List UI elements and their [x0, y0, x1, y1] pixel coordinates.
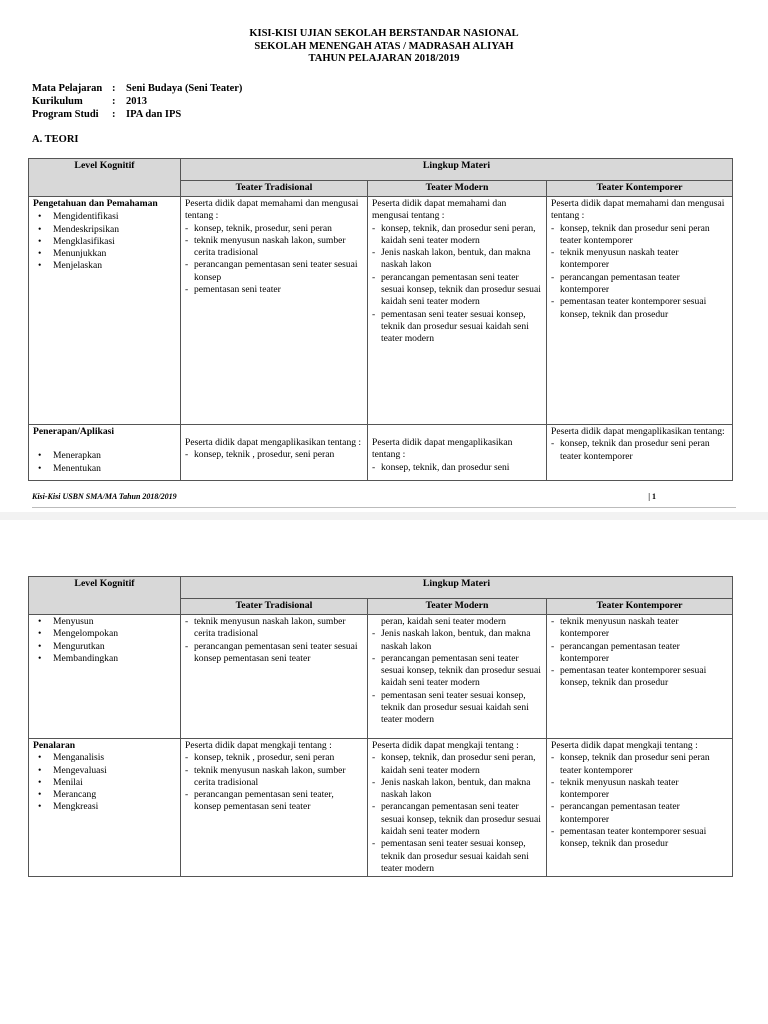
list-item: - Jenis naskah lakon, bentuk, dan makna naskah lakon	[372, 777, 542, 802]
cell-intro: Peserta didik dapat mengaplikasikan tentang:	[551, 426, 725, 437]
level-cell	[29, 197, 181, 425]
cell-list	[185, 223, 363, 297]
list-item: - perancangan pementasan teater kontemporer	[551, 272, 728, 297]
kontemporer-cell	[547, 615, 733, 739]
section-heading: A. TEORI	[32, 134, 79, 145]
level-cell	[29, 739, 181, 877]
list-item: • Merancang	[33, 789, 176, 801]
cell-list	[372, 462, 542, 474]
document-header	[0, 28, 768, 66]
cell-list	[372, 628, 542, 726]
level-bullet-list	[33, 211, 176, 272]
list-item: - konsep, teknik dan prosedur seni peran teater kontemporer	[551, 223, 728, 248]
modern-cell	[368, 197, 547, 425]
level-title: Penalaran	[33, 740, 76, 751]
modern-cell	[368, 739, 547, 877]
level-title: Pengetahuan dan Pemahaman	[33, 198, 158, 209]
list-item: - perancangan pementasan seni teater sesuai konsep pementasan seni teater	[185, 641, 363, 666]
cell-list	[551, 752, 728, 850]
list-item: • Menyusun	[33, 616, 176, 628]
meta-label: Program Studi	[32, 109, 99, 120]
document-meta	[32, 82, 242, 121]
cell-list	[372, 223, 542, 346]
list-item: - Jenis naskah lakon, bentuk, dan makna naskah lakon	[372, 628, 542, 653]
level-bullet-list	[33, 450, 176, 475]
modern-cell	[368, 425, 547, 481]
cell-intro: Peserta didik dapat mengkaji tentang :	[551, 740, 698, 751]
list-item: - pementasan teater kontemporer sesuai konsep, teknik dan prosedur	[551, 665, 728, 690]
kontemporer-cell	[547, 425, 733, 481]
list-item: - Jenis naskah lakon, bentuk, dan makna naskah lakon	[372, 247, 542, 272]
page-footer	[32, 492, 736, 508]
kontemporer-cell	[547, 197, 733, 425]
list-item: - teknik menyusun naskah lakon, sumber cerita tradisional	[185, 235, 363, 260]
teater-tradisional-header: Teater Tradisional	[181, 599, 368, 615]
teater-modern-header: Teater Modern	[368, 181, 547, 197]
list-item: • Mendeskripsikan	[33, 224, 176, 236]
list-item: - teknik menyusun naskah teater kontemporer	[551, 777, 728, 802]
lingkup-materi-header: Lingkup Materi	[181, 577, 733, 599]
cell-intro: Peserta didik dapat mengaplikasikan tentang :	[185, 437, 362, 448]
list-item: - konsep, teknik, dan prosedur seni peran, kaidah seni teater modern	[372, 223, 542, 248]
list-item: • Membandingkan	[33, 653, 176, 665]
meta-label: Kurikulum	[32, 96, 83, 107]
list-item: - teknik menyusun naskah lakon, sumber cerita tradisional	[185, 616, 363, 641]
list-item: • Mengevaluasi	[33, 765, 176, 777]
teater-kontemporer-header: Teater Kontemporer	[547, 181, 733, 197]
document-page-2	[0, 520, 768, 1024]
level-kognitif-header: Level Kognitif	[29, 159, 181, 197]
cell-continuation: peran, kaidah seni teater modern	[381, 616, 506, 627]
list-item: - perancangan pementasan seni teater sesuai konsep	[185, 259, 363, 284]
cell-intro: Peserta didik dapat mengkaji tentang :	[185, 740, 332, 751]
cell-list	[372, 752, 542, 875]
list-item: - perancangan pementasan teater kontemporer	[551, 801, 728, 826]
level-cell	[29, 425, 181, 481]
table-header-row	[29, 577, 733, 599]
list-item: • Mengelompokan	[33, 628, 176, 640]
cell-list	[185, 616, 363, 665]
list-item: • Menjelaskan	[33, 260, 176, 272]
list-item: - pementasan teater kontemporer sesuai konsep, teknik dan prosedur	[551, 296, 728, 321]
list-item: - konsep, teknik, dan prosedur seni peran, kaidah seni teater modern	[372, 752, 542, 777]
list-item: - perancangan pementasan seni teater sesuai konsep, teknik dan prosedur sesuai kaidah seni teater modern	[372, 653, 542, 690]
list-item: • Menentukan	[33, 463, 176, 475]
meta-separator: :	[112, 109, 116, 120]
list-item: • Mengidentifikasi	[33, 211, 176, 223]
cell-list	[551, 438, 728, 463]
cell-intro: Peserta didik dapat mengaplikasikan tentang :	[372, 437, 513, 461]
meta-value: Seni Budaya (Seni Teater)	[126, 83, 243, 94]
list-item: - pementasan seni teater sesuai konsep, teknik dan prosedur sesuai kaidah seni teater modern	[372, 838, 542, 875]
level-bullet-list	[33, 616, 176, 665]
cell-intro: Peserta didik dapat mengkaji tentang :	[372, 740, 519, 751]
tradisional-cell	[181, 425, 368, 481]
list-item: • Mengurutkan	[33, 641, 176, 653]
cell-list	[185, 449, 363, 461]
meta-separator: :	[112, 96, 116, 107]
header-line-2: SEKOLAH MENENGAH ATAS / MADRASAH ALIYAH	[254, 40, 514, 52]
tradisional-cell	[181, 197, 368, 425]
list-item: - konsep, teknik , prosedur, seni peran	[185, 752, 363, 764]
meta-row	[32, 95, 242, 108]
page-number: | 1	[648, 492, 656, 501]
kontemporer-cell	[547, 739, 733, 877]
list-item: - pementasan teater kontemporer sesuai konsep, teknik dan prosedur	[551, 826, 728, 851]
list-item: - konsep, teknik, dan prosedur seni	[372, 462, 542, 474]
list-item: - konsep, teknik, prosedur, seni peran	[185, 223, 363, 235]
list-item: - konsep, teknik dan prosedur seni peran teater kontemporer	[551, 752, 728, 777]
table-row	[29, 739, 733, 877]
meta-value: 2013	[126, 96, 147, 107]
teater-tradisional-header: Teater Tradisional	[181, 181, 368, 197]
list-item: - teknik menyusun naskah teater kontemporer	[551, 616, 728, 641]
header-line-1: KISI-KISI UJIAN SEKOLAH BERSTANDAR NASIONAL	[249, 28, 519, 39]
kisi-kisi-table-page-1	[28, 158, 733, 481]
list-item: - perancangan pementasan seni teater, konsep pementasan seni teater	[185, 789, 363, 814]
tradisional-cell	[181, 739, 368, 877]
cell-intro: Peserta didik dapat memahami dan mengusai tentang :	[551, 198, 725, 222]
meta-separator: :	[112, 83, 116, 94]
header-line-3: TAHUN PELAJARAN 2018/2019	[308, 53, 460, 64]
cell-list	[551, 223, 728, 321]
lingkup-materi-header: Lingkup Materi	[181, 159, 733, 181]
table-row	[29, 425, 733, 481]
modern-cell	[368, 615, 547, 739]
list-item: - perancangan pementasan seni teater sesuai konsep, teknik dan prosedur sesuai kaidah seni teater modern	[372, 801, 542, 838]
level-cell	[29, 615, 181, 739]
list-item: - pementasan seni teater sesuai konsep, teknik dan prosedur sesuai kaidah seni teater modern	[372, 309, 542, 346]
list-item: - perancangan pementasan teater kontemporer	[551, 641, 728, 666]
cell-list	[551, 616, 728, 690]
teater-modern-header: Teater Modern	[368, 599, 547, 615]
meta-row	[32, 108, 242, 121]
list-item: - teknik menyusun naskah lakon, sumber cerita tradisional	[185, 765, 363, 790]
page-separator	[0, 512, 768, 520]
teater-kontemporer-header: Teater Kontemporer	[547, 599, 733, 615]
list-item: • Menganalisis	[33, 752, 176, 764]
meta-label: Mata Pelajaran	[32, 83, 103, 94]
list-item: - perancangan pementasan seni teater sesuai konsep, teknik dan prosedur sesuai kaidah seni teater modern	[372, 272, 542, 309]
list-item: • Menilai	[33, 777, 176, 789]
list-item: - konsep, teknik dan prosedur seni peran teater kontemporer	[551, 438, 728, 463]
list-item: - teknik menyusun naskah teater kontemporer	[551, 247, 728, 272]
list-item: - pementasan seni teater sesuai konsep, teknik dan prosedur sesuai kaidah seni teater modern	[372, 690, 542, 727]
meta-value: IPA dan IPS	[126, 109, 182, 120]
list-item: • Mengklasifikasi	[33, 236, 176, 248]
level-bullet-list	[33, 752, 176, 813]
list-item: - pementasan seni teater	[185, 284, 363, 296]
list-item: • Mengkreasi	[33, 801, 176, 813]
tradisional-cell	[181, 615, 368, 739]
table-row	[29, 197, 733, 425]
list-item: - konsep, teknik , prosedur, seni peran	[185, 449, 363, 461]
meta-row	[32, 82, 242, 95]
footer-title: Kisi-Kisi USBN SMA/MA Tahun 2018/2019	[32, 492, 177, 501]
cell-intro: Peserta didik dapat memahami dan mengusai tentang :	[185, 198, 359, 222]
kisi-kisi-table-page-2	[28, 576, 733, 877]
level-title: Penerapan/Aplikasi	[33, 426, 115, 437]
table-row	[29, 615, 733, 739]
level-kognitif-header: Level Kognitif	[29, 577, 181, 615]
table-header-row	[29, 159, 733, 181]
list-item: • Menerapkan	[33, 450, 176, 462]
cell-intro: Peserta didik dapat memahami dan mengusai tentang :	[372, 198, 507, 222]
list-item: • Menunjukkan	[33, 248, 176, 260]
cell-list	[185, 752, 363, 813]
